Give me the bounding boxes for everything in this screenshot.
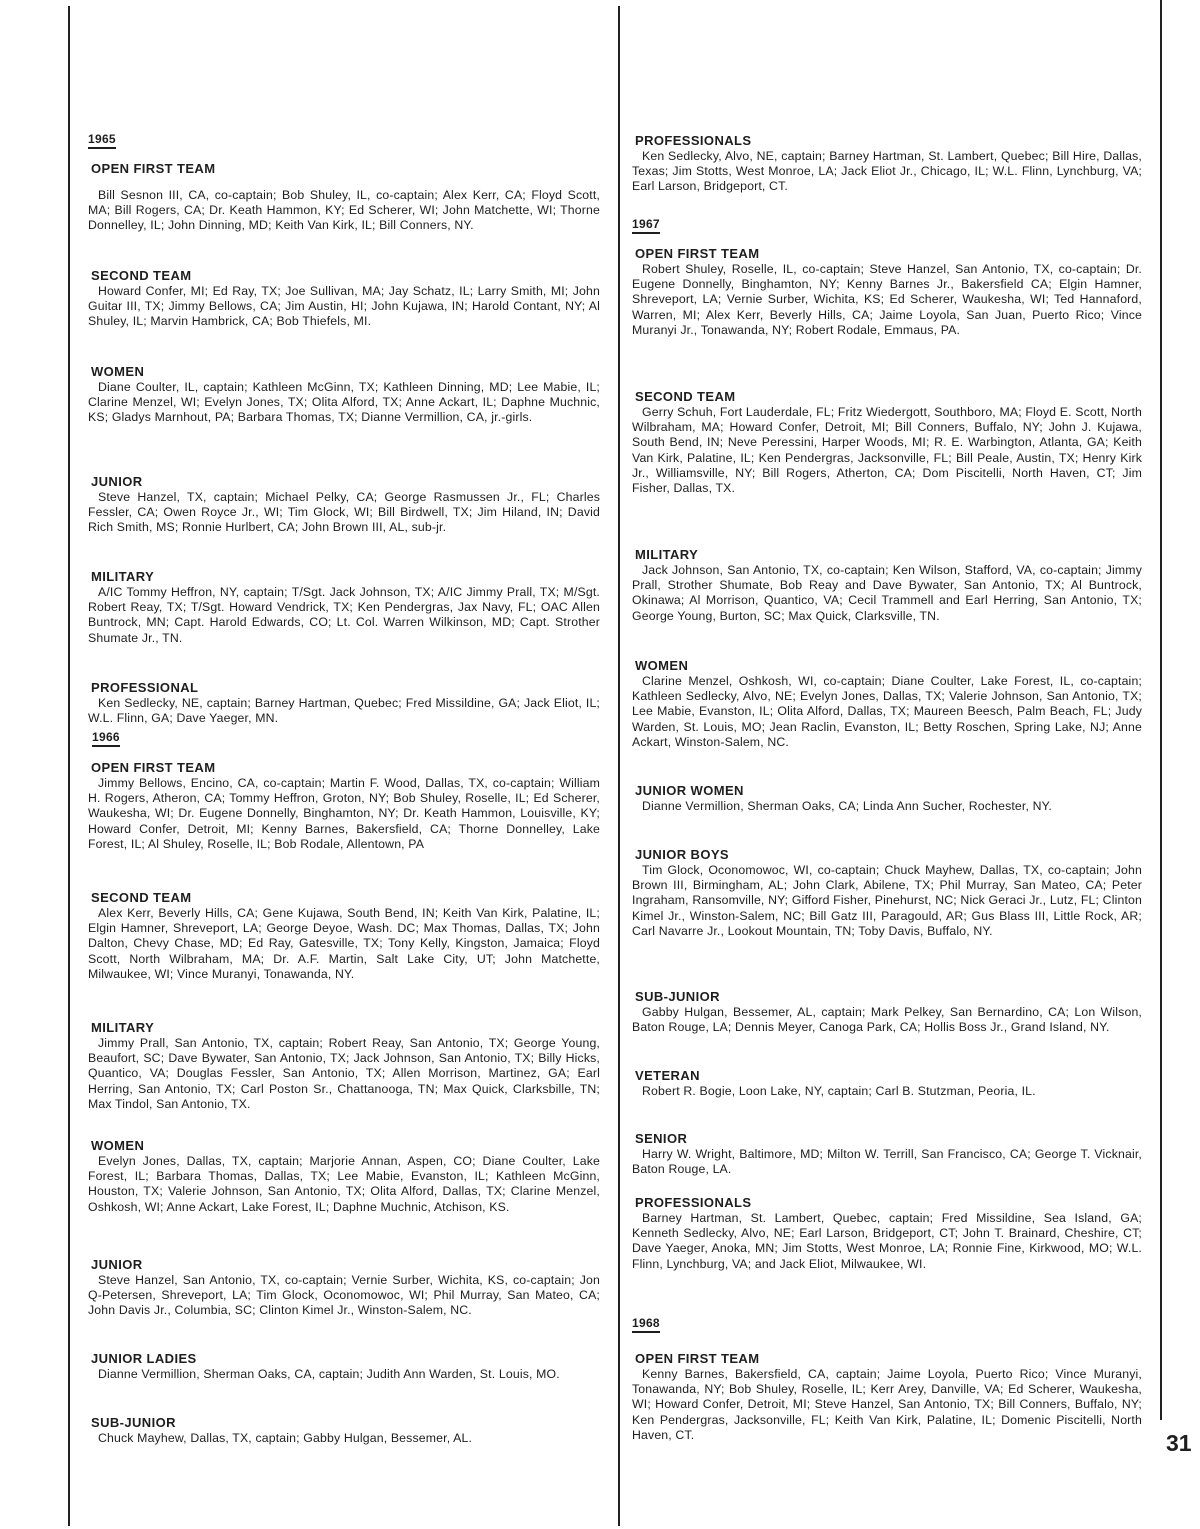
section-text: Alex Kerr, Beverly Hills, CA; Gene Kujawa, South Bend, IN; Keith Van Kirk, Palatine, IL; Elgin Hamner, Shreveport, LA; George Deyoe, Wash. DC; Max Thomas, Dallas, TX; John Dalton, Chevy Chase, MD; Ed Ray, Gatesville, TX; Tony Kelly, Kingston, Jamaica; Floyd Scott, North Wilbraham, MA; Dr. A.F. Martin, Salt Lake City, UT; John Matchette, Milwaukee, WI; Vince Muranyi, Tonawanda, NY.	[88, 906, 600, 981]
section-heading: JUNIOR	[91, 474, 143, 489]
section-1966-junior	[88, 1257, 600, 1319]
section-text: Robert Shuley, Roselle, IL, co-captain; Steve Hanzel, San Antonio, TX, co-captain; Dr. Eugene Donnelly, Binghamton, NY; Kenny Barnes Jr., Bakersfield CA; Elgin Hamner, Shreveport, LA; Vernie Surber, Wichita, KS; Ed Scherer, Waukesha, WI; Ted Hannaford, Warren, MI; Alex Kerr, Beverly Hills, CA; Jaime Loyola, San Juan, Puerto Rico; Vince Muranyi Jr., Tonawanda, NY; Robert Rodale, Emmaus, PA.	[632, 262, 1142, 337]
section-text: A/IC Tommy Heffron, NY, captain; T/Sgt. Jack Johnson, TX; A/IC Jimmy Prall, TX; M/Sgt. Robert Reay, TX; T/Sgt. Howard Vendrick, TX; Ken Pendergras, Jax Navy, FL; OAC Allen Buntrock, MN; Capt. Harold Edwards, CO; Lt. Col. Warren Wilkinson, MD; Capt. Strother Shumate Jr., TN.	[88, 585, 600, 645]
section-heading: SECOND TEAM	[635, 389, 736, 404]
section-text: Harry W. Wright, Baltimore, MD; Milton W. Terrill, San Francisco, CA; George T. Vicknair, Baton Rouge, LA.	[632, 1147, 1142, 1177]
section-heading: PROFESSIONALS	[635, 133, 752, 148]
section-text: Kenny Barnes, Bakersfield, CA, captain; Jaime Loyola, Puerto Rico; Vince Muranyi, Tonawanda, NY; Bob Shuley, Roselle, IL; Kerr Arey, Danville, VA; Ed Scherer, Waukesha, WI; Howard Confer, Detroit, MI; Steve Hanzel, San Antonio, TX; Bill Conners, Buffalo, NY; Ken Pendergras, Jacksonville, FL; Keith Van Kirk, Palatine, IL; Domenic Piscitelli, North Haven, CT.	[632, 1367, 1142, 1442]
section-heading: WOMEN	[91, 1138, 145, 1153]
section-text: Jimmy Bellows, Encino, CA, co-captain; Martin F. Wood, Dallas, TX, co-captain; William H. Rogers, Atheron, CA; Tommy Heffron, Groton, NY; Bob Shuley, Roselle, IL; Ed Scherer, Waukesha, WI; Dr. Eugene Donnelly, Binghamton, NY; Dr. Keath Hammon, Louisville, KY; Howard Confer, Detroit, MI; Kenny Barnes, Bakersfield, CA; Thorne Donnelley, Lake Forest, IL; Al Shuley, Roselle, IL; Bob Rodale, Allentown, PA	[88, 776, 600, 851]
section-heading: OPEN FIRST TEAM	[635, 246, 760, 261]
section-1966-open-first-team	[88, 760, 600, 852]
section-text: Clarine Menzel, Oshkosh, WI, co-captain; Diane Coulter, Lake Forest, IL, co-captain; Kathleen Sedlecky, Alvo, NE; Evelyn Jones, Dallas, TX; Valerie Johnson, San Antonio, TX; Lee Mabie, Evanston, IL; Olita Alford, Dallas, TX; Maureen Beesch, Palm Beach, FL; Judy Warden, St. Louis, MO; Jean Raclin, Evanston, IL; Betty Roschen, Spring Lake, NJ; Anne Ackart, Winston-Salem, NC.	[632, 674, 1142, 749]
left-margin-rule	[68, 6, 70, 1526]
year-heading-1965: 1965	[88, 130, 600, 149]
right-margin-rule	[1160, 0, 1162, 1420]
section-text: Ken Sedlecky, NE, captain; Barney Hartman, Quebec; Fred Missildine, GA; Jack Eliot, IL; W.L. Flinn, GA; Dave Yaeger, MN.	[88, 696, 600, 726]
section-heading: JUNIOR WOMEN	[635, 783, 744, 798]
center-column-rule	[618, 6, 620, 1526]
section-text: Chuck Mayhew, Dallas, TX, captain; Gabby Hulgan, Bessemer, AL.	[98, 1431, 473, 1445]
section-1968-open-first-team	[632, 1351, 1142, 1443]
section-1965-women	[88, 364, 600, 426]
section-heading: MILITARY	[91, 1020, 155, 1035]
section-heading: MILITARY	[91, 569, 155, 584]
section-text: Evelyn Jones, Dallas, TX, captain; Marjorie Annan, Aspen, CO; Diane Coulter, Lake Forest, IL; Barbara Thomas, Dallas, TX; Lee Mabie, Evanston, IL; Kathleen McGinn, Houston, TX; Valerie Johnson, San Antonio, TX; Olita Alford, Dallas, TX; Clarine Menzel, Oshkosh, WI; Anne Ackart, Lake Forest, IL; Daphne Muchnic, Atchison, KS.	[88, 1154, 600, 1214]
section-1965-open-first-team	[88, 161, 600, 234]
page-number: 31	[1166, 1430, 1192, 1456]
section-heading: JUNIOR	[91, 1257, 143, 1272]
section-1967-junior-women	[632, 783, 1142, 814]
section-text: Bill Sesnon III, CA, co-captain; Bob Shuley, IL, co-captain; Alex Kerr, CA; Floyd Scott, MA; Bill Rogers, CA; Dr. Keath Hammon, KY; Ed Scherer, WI; John Matchette, WI; Thorne Donnelley, IL; John Dinning, MD; Keith Van Kirk, IL; Bill Conners, NY.	[88, 188, 600, 233]
section-1967-senior	[632, 1131, 1142, 1177]
section-heading: WOMEN	[91, 364, 145, 379]
section-heading: OPEN FIRST TEAM	[91, 760, 216, 775]
section-text: Dianne Vermillion, Sherman Oaks, CA, captain; Judith Ann Warden, St. Louis, MO.	[98, 1367, 560, 1381]
section-1966-sub-junior	[88, 1415, 600, 1446]
section-heading: SUB-JUNIOR	[91, 1415, 176, 1430]
section-text: Diane Coulter, IL, captain; Kathleen McGinn, TX; Kathleen Dinning, MD; Lee Mabie, IL; Clarine Menzel, WI; Evelyn Jones, TX; Olita Alford, TX; Anne Ackart, IL; Daphne Muchnic, KS; Gladys Marnhout, PA; Barbara Thomas, TX; Dianne Vermillion, CA, jr.-girls.	[88, 380, 600, 425]
section-heading: VETERAN	[635, 1068, 700, 1083]
section-heading: MILITARY	[635, 547, 699, 562]
section-heading: JUNIOR BOYS	[635, 847, 729, 862]
section-heading: SENIOR	[635, 1131, 688, 1146]
year-heading-1966: 1966	[88, 728, 604, 747]
year-heading-1968: 1968	[632, 1314, 1142, 1333]
section-1967-sub-junior	[632, 989, 1142, 1035]
section-heading: PROFESSIONAL	[91, 680, 199, 695]
section-1966-professionals	[632, 133, 1142, 195]
section-text: Ken Sedlecky, Alvo, NE, captain; Barney Hartman, St. Lambert, Quebec; Bill Hire, Dallas, Texas; Jim Stotts, West Monroe, LA; Jack Eliot Jr., Chicago, IL; W.L. Flinn, Lynchburg, VA; Earl Larson, Bridgeport, CT.	[632, 149, 1142, 194]
section-heading: WOMEN	[635, 658, 689, 673]
section-heading: OPEN FIRST TEAM	[91, 161, 216, 176]
section-text: Gerry Schuh, Fort Lauderdale, FL; Fritz Wiedergott, Southboro, MA; Floyd E. Scott, North Wilbraham, MA; Howard Confer, Detroit, MI; Bill Conners, Buffalo, NY; John J. Kujawa, South Bend, IN; Neve Peressini, Harper Woods, MI; R. E. Warbington, Atlanta, GA; Keith Van Kirk, Palatine, IL; Ken Pendergras, Jacksonville, FL; Bill Peale, Austin, TX; Henry Kirk Jr., Williamsville, NY; Bill Rogers, Atherton, CA; Dom Piscitelli, North Haven, CT; Jim Fisher, Dallas, TX.	[632, 405, 1142, 496]
section-heading: SECOND TEAM	[91, 268, 192, 283]
section-text: Howard Confer, MI; Ed Ray, TX; Joe Sullivan, MA; Jay Schatz, IL; Larry Smith, MI; John Guitar III, TX; Jimmy Bellows, CA; Jim Austin, HI; John Kujawa, IN; Harold Contant, NY; Al Shuley, IL; Marvin Hambrick, CA; Bob Thiefels, MI.	[88, 284, 600, 329]
section-1967-veteran	[632, 1068, 1142, 1099]
section-text: Dianne Vermillion, Sherman Oaks, CA; Linda Ann Sucher, Rochester, NY.	[642, 799, 1052, 813]
section-text: Jimmy Prall, San Antonio, TX, captain; Robert Reay, San Antonio, TX; George Young, Beaufort, SC; Dave Bywater, San Antonio, TX; Jack Johnson, San Antonio, TX; Billy Hicks, Quantico, VA; Douglas Fessler, San Antonio, TX; Allen Morrison, Martinez, GA; Earl Herring, San Antonio, TX; Carl Poston Sr., Chattanooga, TN; Max Quick, Clarksbille, TN; Max Tindol, San Antonio, TX.	[88, 1036, 600, 1111]
section-1967-military	[632, 547, 1142, 624]
section-1967-professionals	[632, 1195, 1142, 1272]
section-1966-junior-ladies	[88, 1351, 600, 1382]
section-text: Jack Johnson, San Antonio, TX, co-captain; Ken Wilson, Stafford, VA, co-captain; Jimmy Prall, Strother Shumate, Bob Reay and Dave Bywater, San Antonio, TX; Al Buntrock, Okinawa; Al Morrison, Quantico, VA; Cecil Trammell and Earl Herring, San Antonio, TX; George Young, Burton, SC; Max Quick, Clarksville, TN.	[632, 563, 1142, 623]
section-text: Barney Hartman, St. Lambert, Quebec, captain; Fred Missildine, Sea Island, GA; Kenneth Sedlecky, Alvo, NE; Earl Larson, Bridgeport, CT; John T. Brainard, Cheshire, CT; Dave Yaeger, Anoka, MN; Jim Stotts, West Monroe, LA; Ronnie Fine, Kirkwood, MO; W.L. Flinn, Lynchburg, VA; and Jack Eliot, Milwaukee, WI.	[632, 1211, 1142, 1271]
section-1965-second-team	[88, 268, 600, 330]
section-text: Tim Glock, Oconomowoc, WI, co-captain; Chuck Mayhew, Dallas, TX, co-captain; John Brown III, Birmingham, AL; John Clark, Abilene, TX; Phil Murray, San Mateo, CA; Peter Ingraham, Ransomville, NY; Gifford Fisher, Pinehurst, NC; Nick Geraci Jr., Lutz, FL; Clinton Kimel Jr., Winston-Salem, NC; Bill Gatz III, Paragould, AR; Gus Blass III, Little Rock, AR; Carl Navarre Jr., Lookout Mountain, TN; Toby Davis, Buffalo, NY.	[632, 863, 1142, 938]
section-text: Steve Hanzel, San Antonio, TX, co-captain; Vernie Surber, Wichita, KS, co-captain; Jon Q-Petersen, Shreveport, LA; Tim Glock, Oconomowoc, WI; Phil Murray, San Mateo, CA; John Davis Jr., Columbia, SC; Clinton Kimel Jr., Winston-Salem, NC.	[88, 1273, 600, 1318]
section-text: Steve Hanzel, TX, captain; Michael Pelky, CA; George Rasmussen Jr., FL; Charles Fessler, CA; Owen Royce Jr., WI; Tim Glock, WI; Bill Birdwell, TX; Jim Hiland, IN; David Rich Smith, MS; Ronnie Hurlbert, CA; John Brown III, AL, sub-jr.	[88, 490, 600, 535]
section-text: Robert R. Bogie, Loon Lake, NY, captain; Carl B. Stutzman, Peoria, IL.	[642, 1084, 1036, 1098]
section-text: Gabby Hulgan, Bessemer, AL, captain; Mark Pelkey, San Bernardino, CA; Lon Wilson, Baton Rouge, LA; Dennis Meyer, Canoga Park, CA; Hollis Boss Jr., Grand Island, NY.	[632, 1005, 1142, 1035]
section-heading: JUNIOR LADIES	[91, 1351, 197, 1366]
section-1965-junior	[88, 474, 600, 536]
year-heading-1967: 1967	[632, 215, 1142, 234]
section-1967-junior-boys	[632, 847, 1142, 939]
section-1966-second-team	[88, 890, 600, 982]
section-1965-professional	[88, 680, 600, 726]
section-heading: SECOND TEAM	[91, 890, 192, 905]
section-1967-second-team	[632, 389, 1142, 496]
section-1967-women	[632, 658, 1142, 750]
section-heading: SUB-JUNIOR	[635, 989, 720, 1004]
section-1967-open-first-team	[632, 246, 1142, 338]
section-1965-military	[88, 569, 600, 646]
section-heading: PROFESSIONALS	[635, 1195, 752, 1210]
section-1966-women	[88, 1138, 600, 1215]
section-heading: OPEN FIRST TEAM	[635, 1351, 760, 1366]
section-1966-military	[88, 1020, 600, 1112]
